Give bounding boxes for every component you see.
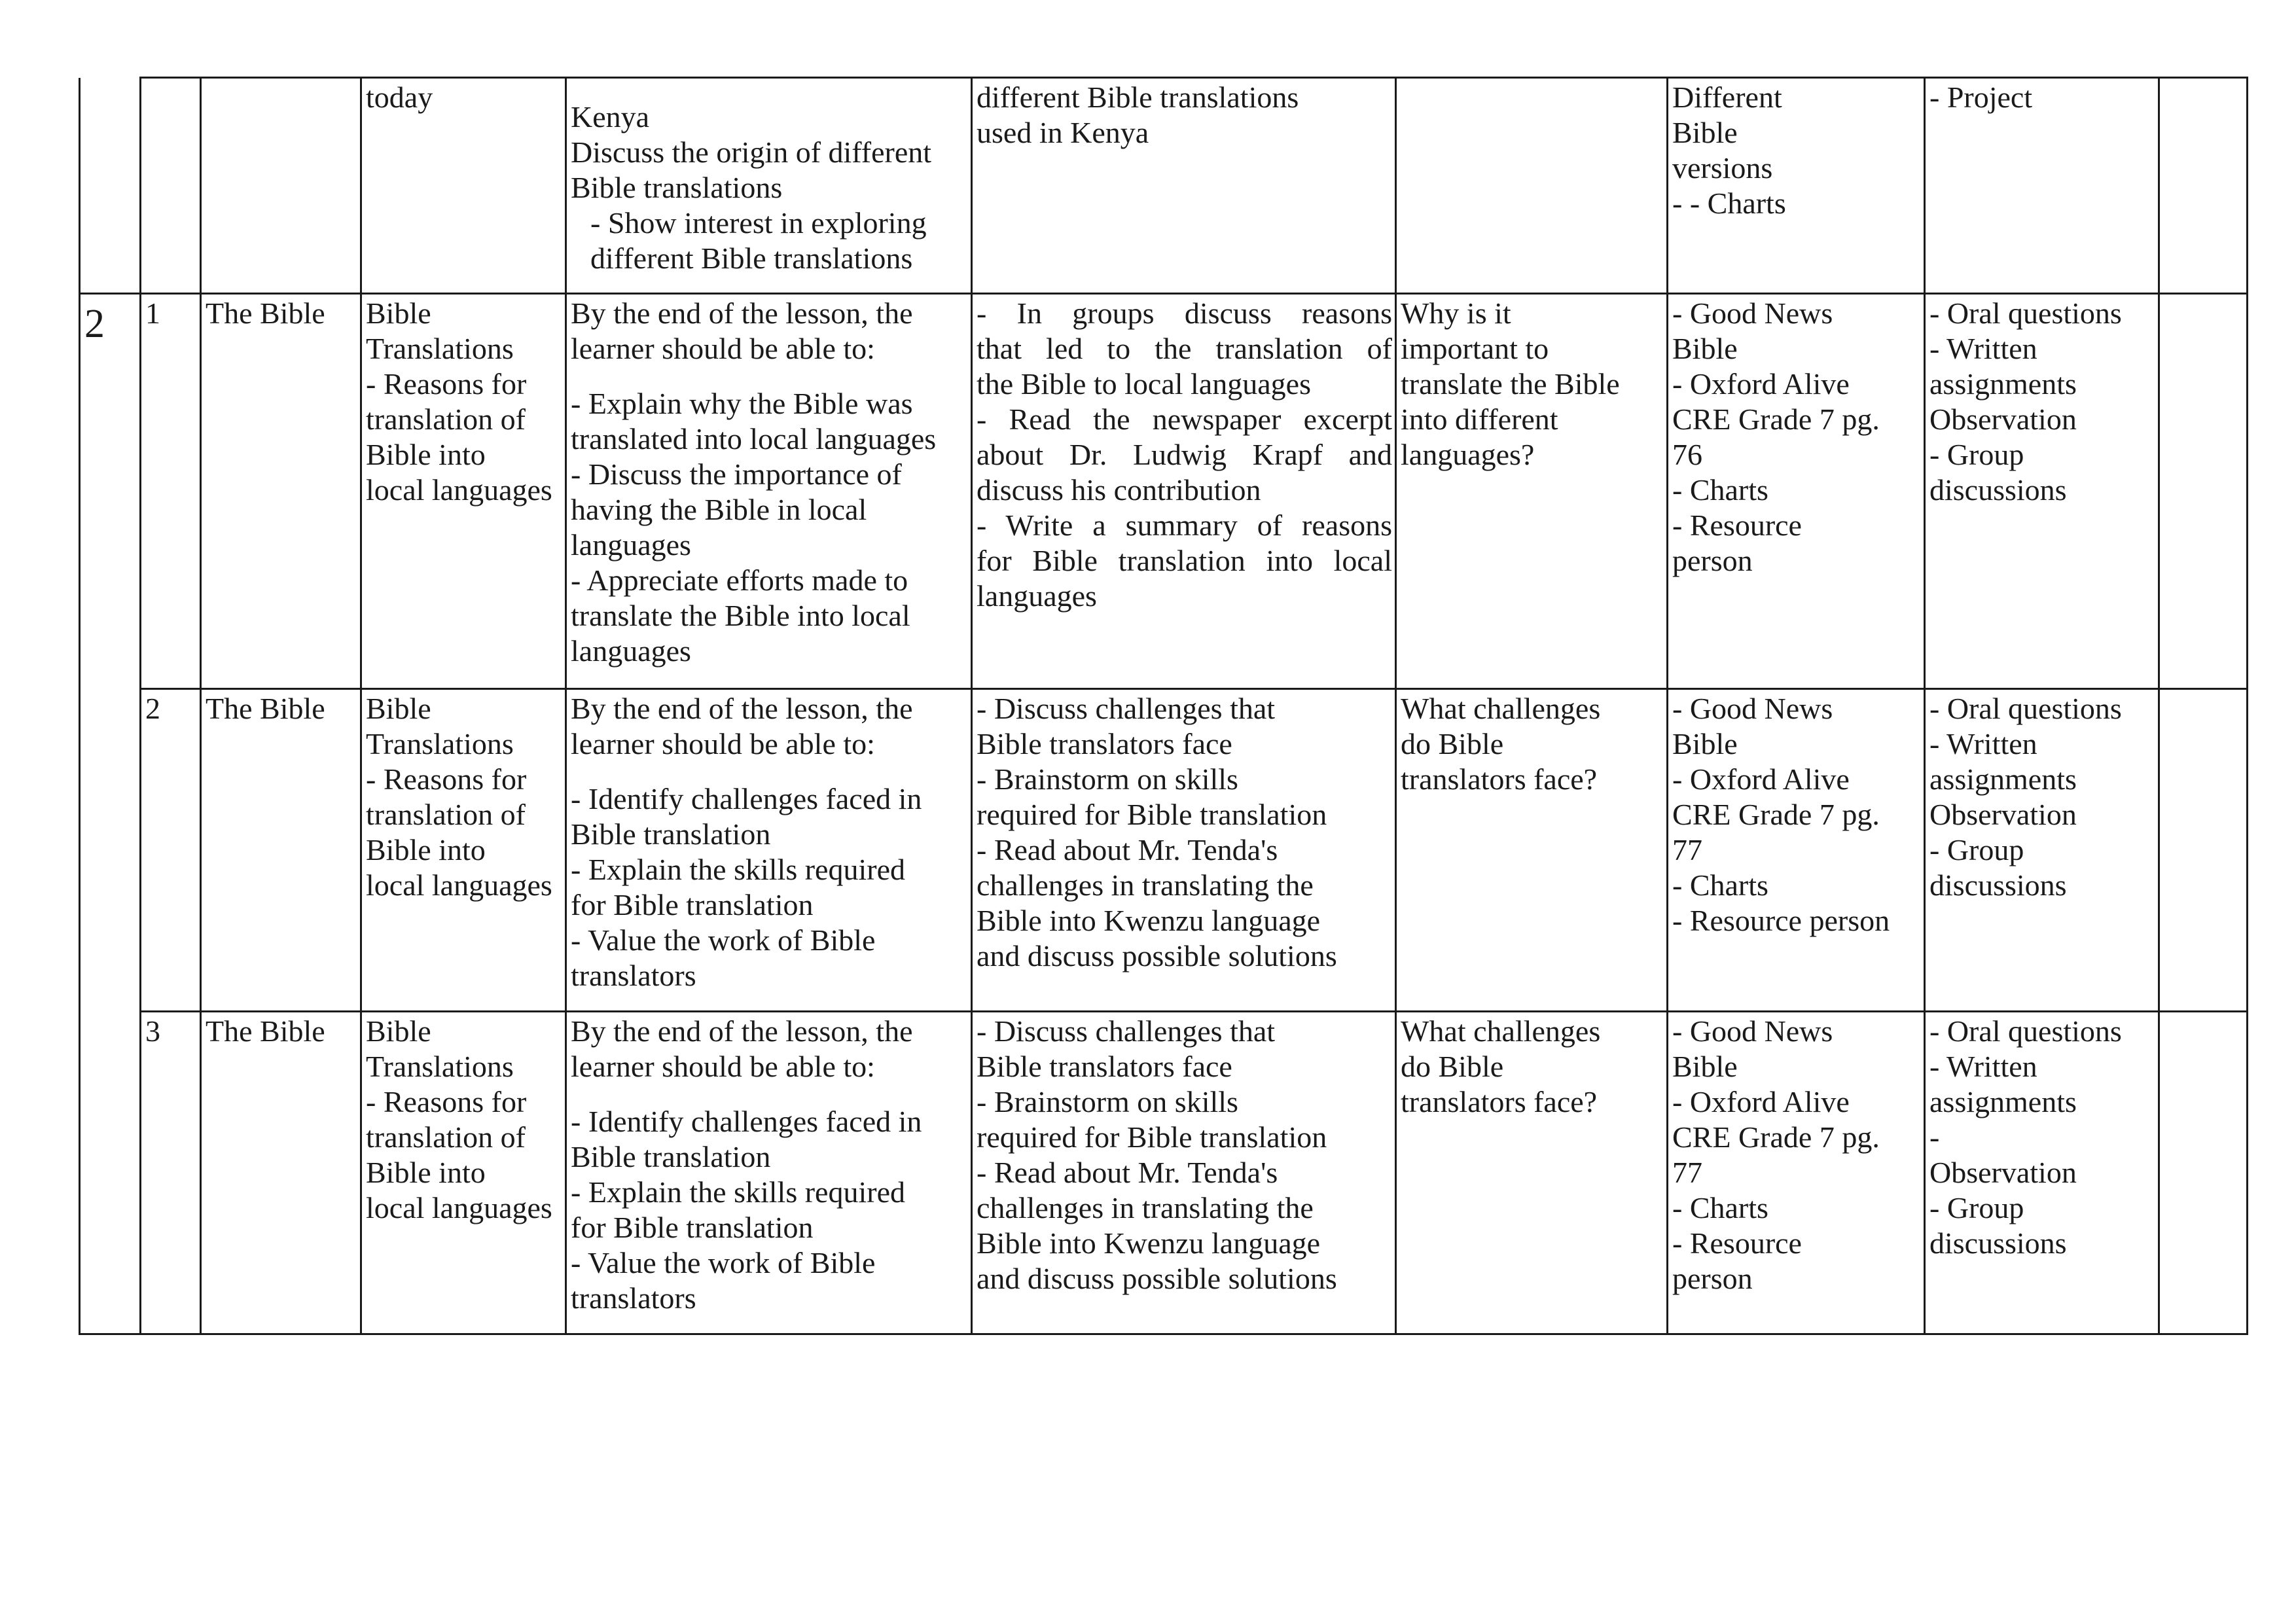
cell-text-line: languages — [977, 579, 1097, 613]
lesson-number: 1 — [141, 294, 201, 689]
cell-text-line: By the end of the lesson, the — [571, 1014, 913, 1048]
cell-text-line: CRE Grade 7 pg. — [1672, 798, 1880, 831]
cell-text-line: - In groups discuss reasons — [977, 296, 1392, 330]
experiences-cell — [972, 689, 1396, 1012]
cell-text-line: - Value the work of Bible — [571, 923, 876, 957]
cell-text-line: - — [1929, 1120, 1940, 1154]
cell-text-line: translators face? — [1401, 1085, 1598, 1118]
cell-text-line: - Oxford Alive — [1672, 762, 1850, 796]
cell-text-line: translators face? — [1401, 762, 1598, 796]
cell-text-line: about Dr. Ludwig Krapf and — [977, 438, 1392, 471]
cell-text-line: - Group — [1929, 438, 2024, 471]
strand-cell: The Bible — [201, 294, 361, 689]
cell-text-line: required for Bible translation — [977, 1120, 1327, 1154]
cell-text-line: 77 — [1672, 833, 1702, 866]
lesson-cell-continued — [141, 78, 201, 294]
outcomes-cell — [566, 689, 972, 1012]
cell-text-line: - Oral questions — [1929, 692, 2122, 725]
remarks-cell — [2159, 78, 2248, 294]
cell-text-line: - Brainstorm on skills — [977, 762, 1238, 796]
cell-text-line: - Oxford Alive — [1672, 367, 1850, 401]
table-row-continued — [80, 78, 2248, 294]
cell-text-line: translate the Bible into local — [571, 599, 910, 632]
inquiry-cell — [1396, 78, 1668, 294]
cell-text-line: - Value the work of Bible — [571, 1246, 876, 1279]
cell-text-line: assignments — [1929, 367, 2077, 401]
cell-text-line: By the end of the lesson, the — [571, 296, 913, 330]
resources-cell — [1668, 294, 1925, 689]
cell-text-line: required for Bible translation — [977, 798, 1327, 831]
cell-text-line: - Brainstorm on skills — [977, 1085, 1238, 1118]
cell-text-line: - Explain why the Bible was — [571, 387, 913, 420]
table-row — [80, 294, 2248, 689]
cell-text-line: - Resource — [1672, 508, 1802, 542]
cell-text-line: - Charts — [1672, 473, 1768, 507]
cell-text-line: - Good News — [1672, 1014, 1833, 1048]
cell-text-line: Bible — [1672, 116, 1738, 149]
cell-text-line: - Resource — [1672, 1226, 1802, 1260]
cell-text-line: Bible — [1672, 1050, 1738, 1083]
cell-text-line: discussions — [1929, 1226, 2067, 1260]
cell-text-line: - Discuss the importance of — [571, 457, 902, 491]
cell-text-line: - Appreciate efforts made to — [571, 563, 908, 597]
cell-text-line: translation of — [366, 1120, 526, 1154]
cell-text-line: - Read about Mr. Tenda's — [977, 833, 1278, 866]
cell-text-line: translated into local languages — [571, 422, 937, 455]
cell-text-line: learner should be able to: — [571, 727, 875, 760]
cell-text-line: translation of — [366, 402, 526, 436]
cell-text-line: the Bible to local languages — [977, 367, 1311, 401]
cell-text-line: What challenges — [1401, 692, 1601, 725]
cell-text-line: - Read about Mr. Tenda's — [977, 1156, 1278, 1189]
cell-text-line: - Resource person — [1672, 904, 1890, 937]
cell-text-line: - Written — [1929, 332, 2037, 365]
scheme-of-work-table — [79, 77, 2248, 1335]
cell-text-line: translation of — [366, 798, 526, 831]
inquiry-cell — [1396, 294, 1668, 689]
cell-text-line: today — [366, 80, 433, 114]
cell-text-line: assignments — [1929, 762, 2077, 796]
cell-text-line: Bible translators face — [977, 1050, 1232, 1083]
strand-cell-continued — [201, 78, 361, 294]
cell-text-line: used in Kenya — [977, 116, 1149, 149]
cell-text-line: Observation — [1929, 1156, 2077, 1189]
cell-text-line: - Discuss challenges that — [977, 692, 1276, 725]
assessment-cell — [1925, 78, 2159, 294]
outcomes-cell — [566, 78, 972, 294]
week-cell-continued — [80, 78, 141, 294]
cell-text-line: person — [1672, 1262, 1753, 1295]
cell-text-line: Bible translation — [571, 817, 771, 851]
cell-text-line: Bible — [366, 692, 431, 725]
cell-text-line: and discuss possible solutions — [977, 1262, 1337, 1295]
cell-text-line: discussions — [1929, 473, 2067, 507]
cell-text-line: into different — [1401, 402, 1558, 436]
sub-strand-cell — [361, 1012, 566, 1334]
cell-text-line: - Oral questions — [1929, 296, 2122, 330]
cell-text-line: - Charts — [1672, 868, 1768, 902]
cell-text-line: translators — [571, 1281, 696, 1315]
remarks-cell — [2159, 689, 2248, 1012]
cell-text-line: CRE Grade 7 pg. — [1672, 402, 1880, 436]
cell-text-line: 76 — [1672, 438, 1702, 471]
cell-text-line: languages — [571, 634, 691, 668]
cell-text-line: Bible — [1672, 727, 1738, 760]
cell-text-line: local languages — [366, 868, 552, 902]
cell-text-line: - Identify challenges faced in — [571, 1105, 922, 1138]
cell-text-line: having the Bible in local — [571, 493, 867, 526]
cell-text-line: for Bible translation — [571, 1211, 814, 1244]
cell-text-line: - Group — [1929, 1191, 2024, 1224]
cell-text-line: local languages — [366, 473, 552, 507]
cell-text-line: What challenges — [1401, 1014, 1601, 1048]
cell-text-line: Translations — [366, 332, 514, 365]
assessment-cell — [1925, 294, 2159, 689]
experiences-cell — [972, 1012, 1396, 1334]
lesson-number: 2 — [141, 689, 201, 1012]
cell-text-line: - Explain the skills required — [571, 1175, 905, 1209]
remarks-cell — [2159, 1012, 2248, 1334]
resources-cell — [1668, 689, 1925, 1012]
cell-text-line: local languages — [366, 1191, 552, 1224]
cell-text-line: CRE Grade 7 pg. — [1672, 1120, 1880, 1154]
cell-text-line: By the end of the lesson, the — [571, 692, 913, 725]
resources-cell — [1668, 1012, 1925, 1334]
assessment-cell — [1925, 689, 2159, 1012]
cell-text-line: - Good News — [1672, 692, 1833, 725]
cell-text-line: Bible into — [366, 1156, 486, 1189]
cell-text-line: Observation — [1929, 798, 2077, 831]
assessment-cell — [1925, 1012, 2159, 1334]
cell-text-line: Different — [1672, 80, 1782, 114]
cell-text-line: - Group — [1929, 833, 2024, 866]
cell-text-line: - - Charts — [1672, 187, 1786, 220]
sub-strand-cell — [361, 294, 566, 689]
cell-text-line: translators — [571, 959, 696, 992]
remarks-cell — [2159, 294, 2248, 689]
cell-text-line: Bible — [366, 1014, 431, 1048]
cell-text-line: do Bible — [1401, 727, 1504, 760]
strand-cell: The Bible — [201, 689, 361, 1012]
inquiry-cell — [1396, 1012, 1668, 1334]
cell-text-line: 77 — [1672, 1156, 1702, 1189]
experiences-cell — [972, 78, 1396, 294]
cell-text-line: learner should be able to: — [571, 332, 875, 365]
cell-text-line: - Written — [1929, 1050, 2037, 1083]
cell-text-line: for Bible translation — [571, 888, 814, 921]
cell-text-line: Observation — [1929, 402, 2077, 436]
cell-text-line: Discuss the origin of different — [571, 135, 932, 169]
cell-text-line: - Reasons for — [366, 762, 527, 796]
cell-text-line: Bible into — [366, 438, 486, 471]
cell-text-line: translate the Bible — [1401, 367, 1620, 401]
cell-text-line: Kenya — [571, 100, 650, 134]
cell-text-line: - Explain the skills required — [571, 853, 905, 886]
cell-text-line: - Reasons for — [366, 1085, 527, 1118]
cell-text-line: languages — [571, 528, 691, 562]
cell-text-line: Bible translation — [571, 1140, 771, 1173]
cell-text-line: discussions — [1929, 868, 2067, 902]
cell-text-line: - Oxford Alive — [1672, 1085, 1850, 1118]
cell-text-line: important to — [1401, 332, 1549, 365]
cell-text-line: Bible — [366, 296, 431, 330]
cell-text-line: - Show interest in exploring — [590, 206, 927, 240]
cell-text-line: languages? — [1401, 438, 1535, 471]
strand-cell: The Bible — [201, 1012, 361, 1334]
sub-strand-cell — [361, 78, 566, 294]
cell-text-line: different Bible translations — [590, 241, 913, 275]
cell-text-line: versions — [1672, 151, 1773, 185]
week-number: 2 — [80, 294, 141, 1334]
outcomes-cell — [566, 294, 972, 689]
cell-text-line: - Charts — [1672, 1191, 1768, 1224]
cell-text-line: - Good News — [1672, 296, 1833, 330]
cell-text-line: person — [1672, 544, 1753, 577]
cell-text-line: - Read the newspaper excerpt — [977, 402, 1392, 436]
cell-text-line: Bible into — [366, 833, 486, 866]
cell-text-line: Bible translations — [571, 171, 783, 204]
table-row — [80, 689, 2248, 1012]
cell-text-line: do Bible — [1401, 1050, 1504, 1083]
cell-text-line: challenges in translating the — [977, 1191, 1314, 1224]
cell-text-line: for Bible translation into local — [977, 544, 1392, 577]
cell-text-line: Bible — [1672, 332, 1738, 365]
cell-text-line: Bible translators face — [977, 727, 1232, 760]
outcomes-cell — [566, 1012, 972, 1334]
table-row — [80, 1012, 2248, 1334]
cell-text-line: different Bible translations — [977, 80, 1299, 114]
cell-text-line: - Oral questions — [1929, 1014, 2122, 1048]
resources-cell — [1668, 78, 1925, 294]
cell-text-line: Translations — [366, 727, 514, 760]
cell-text-line: - Project — [1929, 80, 2033, 114]
cell-text-line: - Written — [1929, 727, 2037, 760]
cell-text-line: that led to the translation of — [977, 332, 1392, 365]
cell-text-line: and discuss possible solutions — [977, 939, 1337, 972]
cell-text-line: - Discuss challenges that — [977, 1014, 1276, 1048]
cell-text-line: challenges in translating the — [977, 868, 1314, 902]
experiences-cell — [972, 294, 1396, 689]
cell-text-line: learner should be able to: — [571, 1050, 875, 1083]
cell-text-line: Bible into Kwenzu language — [977, 1226, 1321, 1260]
cell-text-line: assignments — [1929, 1085, 2077, 1118]
cell-text-line: - Write a summary of reasons — [977, 508, 1392, 542]
cell-text-line: Bible into Kwenzu language — [977, 904, 1321, 937]
lesson-number: 3 — [141, 1012, 201, 1334]
sub-strand-cell — [361, 689, 566, 1012]
cell-text-line: discuss his contribution — [977, 473, 1261, 507]
cell-text-line: - Identify challenges faced in — [571, 782, 922, 815]
cell-text-line: Why is it — [1401, 296, 1511, 330]
inquiry-cell — [1396, 689, 1668, 1012]
cell-text-line: Translations — [366, 1050, 514, 1083]
cell-text-line: - Reasons for — [366, 367, 527, 401]
